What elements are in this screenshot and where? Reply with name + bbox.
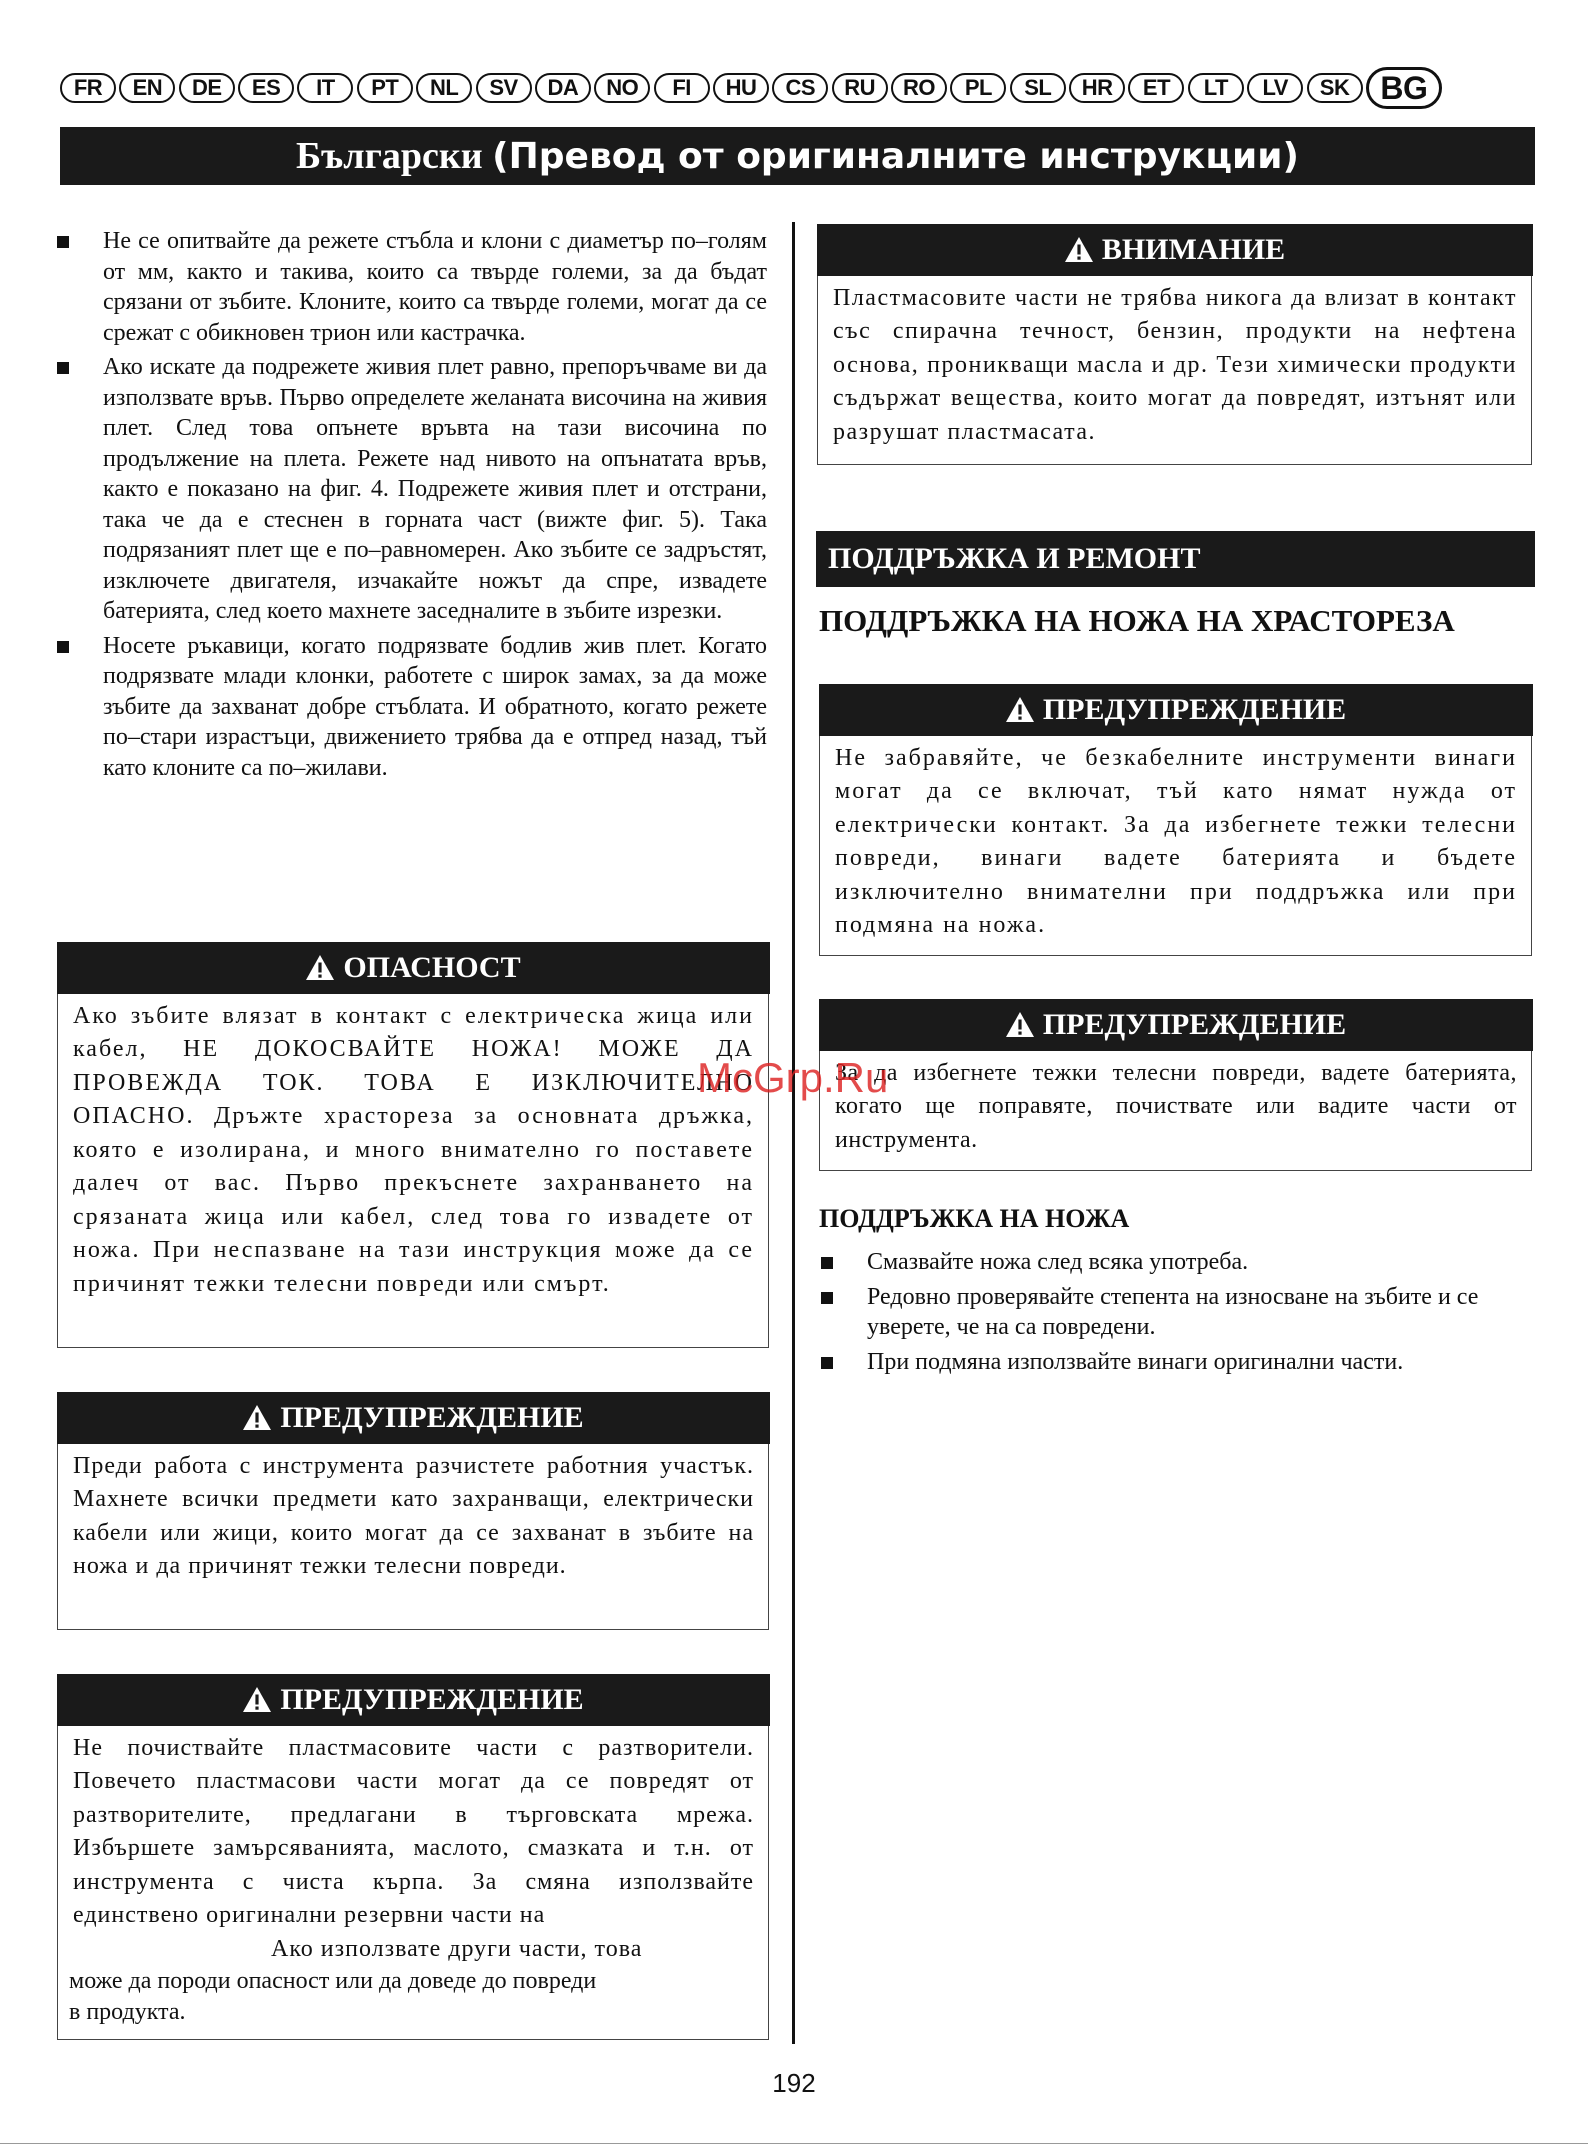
- watermark: McGrp.Ru: [697, 1054, 889, 1101]
- warning-box-header: [819, 999, 1533, 1051]
- warning-box-solvents: [57, 1674, 769, 2040]
- warning-triangle-icon: [1005, 696, 1035, 723]
- lang-pt[interactable]: PT: [357, 73, 413, 103]
- lang-ro[interactable]: RO: [891, 73, 947, 103]
- bullet-square-icon: [821, 1257, 833, 1269]
- warning-box-header: [57, 1392, 770, 1444]
- bullet-square-icon: [57, 362, 69, 374]
- lang-hu[interactable]: HU: [713, 73, 769, 103]
- danger-box-header: [57, 942, 770, 994]
- lang-nl[interactable]: NL: [416, 73, 472, 103]
- warning-box-text: Не почиствайте пластмасовите части с разтворители. Повечето пластмасови части могат да се повредят от разтворителите, предлагани в търговската мрежа. Избършете замърсяванията, маслото, смазката и т.н. от инструмента с чиста кърпа. За смяна използвайте единствено оригинални резервни части на: [73, 1734, 754, 1928]
- warning-triangle-icon: [242, 1686, 272, 1713]
- danger-box-title: ОПАСНОСТ: [343, 950, 521, 984]
- lang-es[interactable]: ES: [238, 73, 294, 103]
- lang-en[interactable]: EN: [119, 73, 175, 103]
- warning-box-title: ПРЕДУПРЕЖДЕНИЕ: [1042, 1007, 1347, 1041]
- list-item: Носете ръкавици, когато подрязвате бодлив жив плет. Когато подрязвате млади клонки, работете с широк замах, за да може зъбите да захванат добре стъблата. И обратното, когато режете по–стари израстъци, движението трябва да е отпред назад, тъй като клоните са по–жилави.: [57, 631, 767, 784]
- bullet-square-icon: [821, 1357, 833, 1369]
- left-bullet-list: [57, 226, 767, 787]
- warning-box-title: ПРЕДУПРЕЖДЕНИЕ: [280, 1400, 584, 1434]
- lang-no[interactable]: NO: [594, 73, 650, 103]
- lang-it[interactable]: IT: [297, 73, 353, 103]
- lang-sl[interactable]: SL: [1010, 73, 1066, 103]
- title-language: Български: [296, 135, 483, 177]
- right-bullet-list: [821, 1247, 1536, 1381]
- warning-box-cordless: [819, 684, 1532, 956]
- lang-bg-active[interactable]: BG: [1366, 67, 1442, 109]
- bullet-square-icon: [821, 1292, 833, 1304]
- warning-box-text: Преди работа с инструмента разчистете работния участък. Махнете всички предмети като захранващи, електрически кабели или жици, които могат да се захванат в зъбите на ножа и да причинят тежки телесни повреди.: [73, 1452, 754, 1579]
- caution-box-header: [817, 224, 1533, 276]
- title-subtitle: (Превод от оригиналните инструкции): [492, 135, 1299, 177]
- lang-cs[interactable]: CS: [772, 73, 828, 103]
- warning-box-title: ПРЕДУПРЕЖДЕНИЕ: [1042, 692, 1347, 726]
- danger-box: [57, 942, 769, 1348]
- warning-box-text-3: може да породи опасност или да доведе до повреди: [69, 1968, 597, 1994]
- list-item: Ако искате да подрежете живия плет равно, препоръчваме ви да използвате връв. Първо определете желаната височина на живия плет. След това опънете връвта на тази височина по продължение на плета. Режете над нивото на опънатата връв, както е показано на фиг. 4. Подрежете живия плет и отстрани, така че да е стеснен в горната част (вижте фиг. 5). Така подрязаният плет ще е по–равномерен. Ако зъбите се задръстят, изключете двигателя, изчакайте ножът да спре, извадете батерията, след което махнете заседналите в зъбите изрезки.: [57, 352, 767, 627]
- list-item: Редовно проверявайте степента на износване на зъбите и се уверете, че на са повредени.: [821, 1282, 1536, 1343]
- lang-fi[interactable]: FI: [654, 73, 710, 103]
- caution-box: [817, 224, 1532, 465]
- warning-triangle-icon: [1064, 236, 1094, 263]
- lang-fr[interactable]: FR: [60, 73, 116, 103]
- section-title: ПОДДРЪЖКА И РЕМОНТ: [816, 531, 1535, 587]
- warning-box-text: За да избегнете тежки телесни повреди, вадете батерията, когато ще поправяте, почиствате или вадите части от инструмента.: [835, 1059, 1517, 1153]
- warning-box-clear-area: [57, 1392, 769, 1630]
- warning-box-text-2: Ако използвате други части, това: [271, 1935, 643, 1962]
- lang-et[interactable]: ET: [1128, 73, 1184, 103]
- lang-pl[interactable]: PL: [950, 73, 1006, 103]
- warning-box-body: [58, 1726, 768, 2037]
- lang-sk[interactable]: SK: [1307, 73, 1363, 103]
- page-title: [60, 127, 1535, 185]
- bullet-square-icon: [57, 641, 69, 653]
- blade-maintenance-heading: ПОДДРЪЖКА НА НОЖА: [819, 1204, 1130, 1233]
- column-divider: [792, 222, 795, 2044]
- warning-box-text: Не забравяйте, че безкабелните инструменти винаги могат да се включат, тъй като нямат нужда от електрически контакт. За да избегнете тежки телесни повреди, винаги вадете батерията и бъдете изключително внимателни при поддръжка или при подмяна на ножа.: [835, 744, 1517, 938]
- footer-divider: [0, 2143, 1588, 2144]
- lang-ru[interactable]: RU: [832, 73, 888, 103]
- warning-box-title: ПРЕДУПРЕЖДЕНИЕ: [280, 1682, 584, 1716]
- warning-triangle-icon: [1005, 1011, 1035, 1038]
- warning-triangle-icon: [242, 1404, 272, 1431]
- page-number: 192: [772, 2068, 816, 2098]
- warning-box-header: [819, 684, 1533, 736]
- danger-box-text: Ако зъбите влязат в контакт с електрическа жица или кабел, НЕ ДОКОСВАЙТЕ НОЖА! МОЖЕ ДА ПРОВЕЖДА ТОК. ТОВА Е ИЗКЛЮЧИТЕЛНО ОПАСНО. Дръжте храстореза за основната дръжка, която е изолирана, и много внимателно го поставете далеч от вас. Първо прекъснете захранването на срязаната жица или кабел, след това го извадете от ножа. При неспазване на тази инструкция може да се причинят тежки телесни повреди или смърт.: [73, 1002, 754, 1297]
- lang-hr[interactable]: HR: [1069, 73, 1125, 103]
- lang-da[interactable]: DA: [535, 73, 591, 103]
- lang-lv[interactable]: LV: [1247, 73, 1303, 103]
- warning-box-text-4: в продукта.: [69, 1999, 186, 2025]
- lang-lt[interactable]: LT: [1188, 73, 1244, 103]
- bullet-square-icon: [57, 236, 69, 248]
- warning-triangle-icon: [305, 954, 335, 981]
- subsection-title: ПОДДРЪЖКА НА НОЖА НА ХРАСТОРЕЗА: [819, 603, 1455, 638]
- list-item: При подмяна използвайте винаги оригинални части.: [821, 1347, 1536, 1378]
- warning-box-battery: [819, 999, 1532, 1171]
- caution-box-text: Пластмасовите части не трябва никога да влизат в контакт със спирачна течност, бензин, продукти на нефтена основа, проникващи масла и др. Тези химически продукти съдържат вещества, които могат да повредят, изтънят или разрушат пластмасата.: [833, 284, 1517, 445]
- caution-box-title: ВНИМАНИЕ: [1101, 232, 1286, 266]
- warning-box-header: [57, 1674, 770, 1726]
- lang-sv[interactable]: SV: [476, 73, 532, 103]
- list-item: Не се опитвайте да режете стъбла и клони с диаметър по–голям от мм, както и такива, които са твърде големи, за да бъдат срязани от зъбите. Клоните, които са твърде големи, могат да се срежат с обикновен трион или кастрачка.: [57, 226, 767, 348]
- language-bar: [60, 70, 1442, 106]
- lang-de[interactable]: DE: [179, 73, 235, 103]
- list-item: Смазвайте ножа след всяка употреба.: [821, 1247, 1536, 1278]
